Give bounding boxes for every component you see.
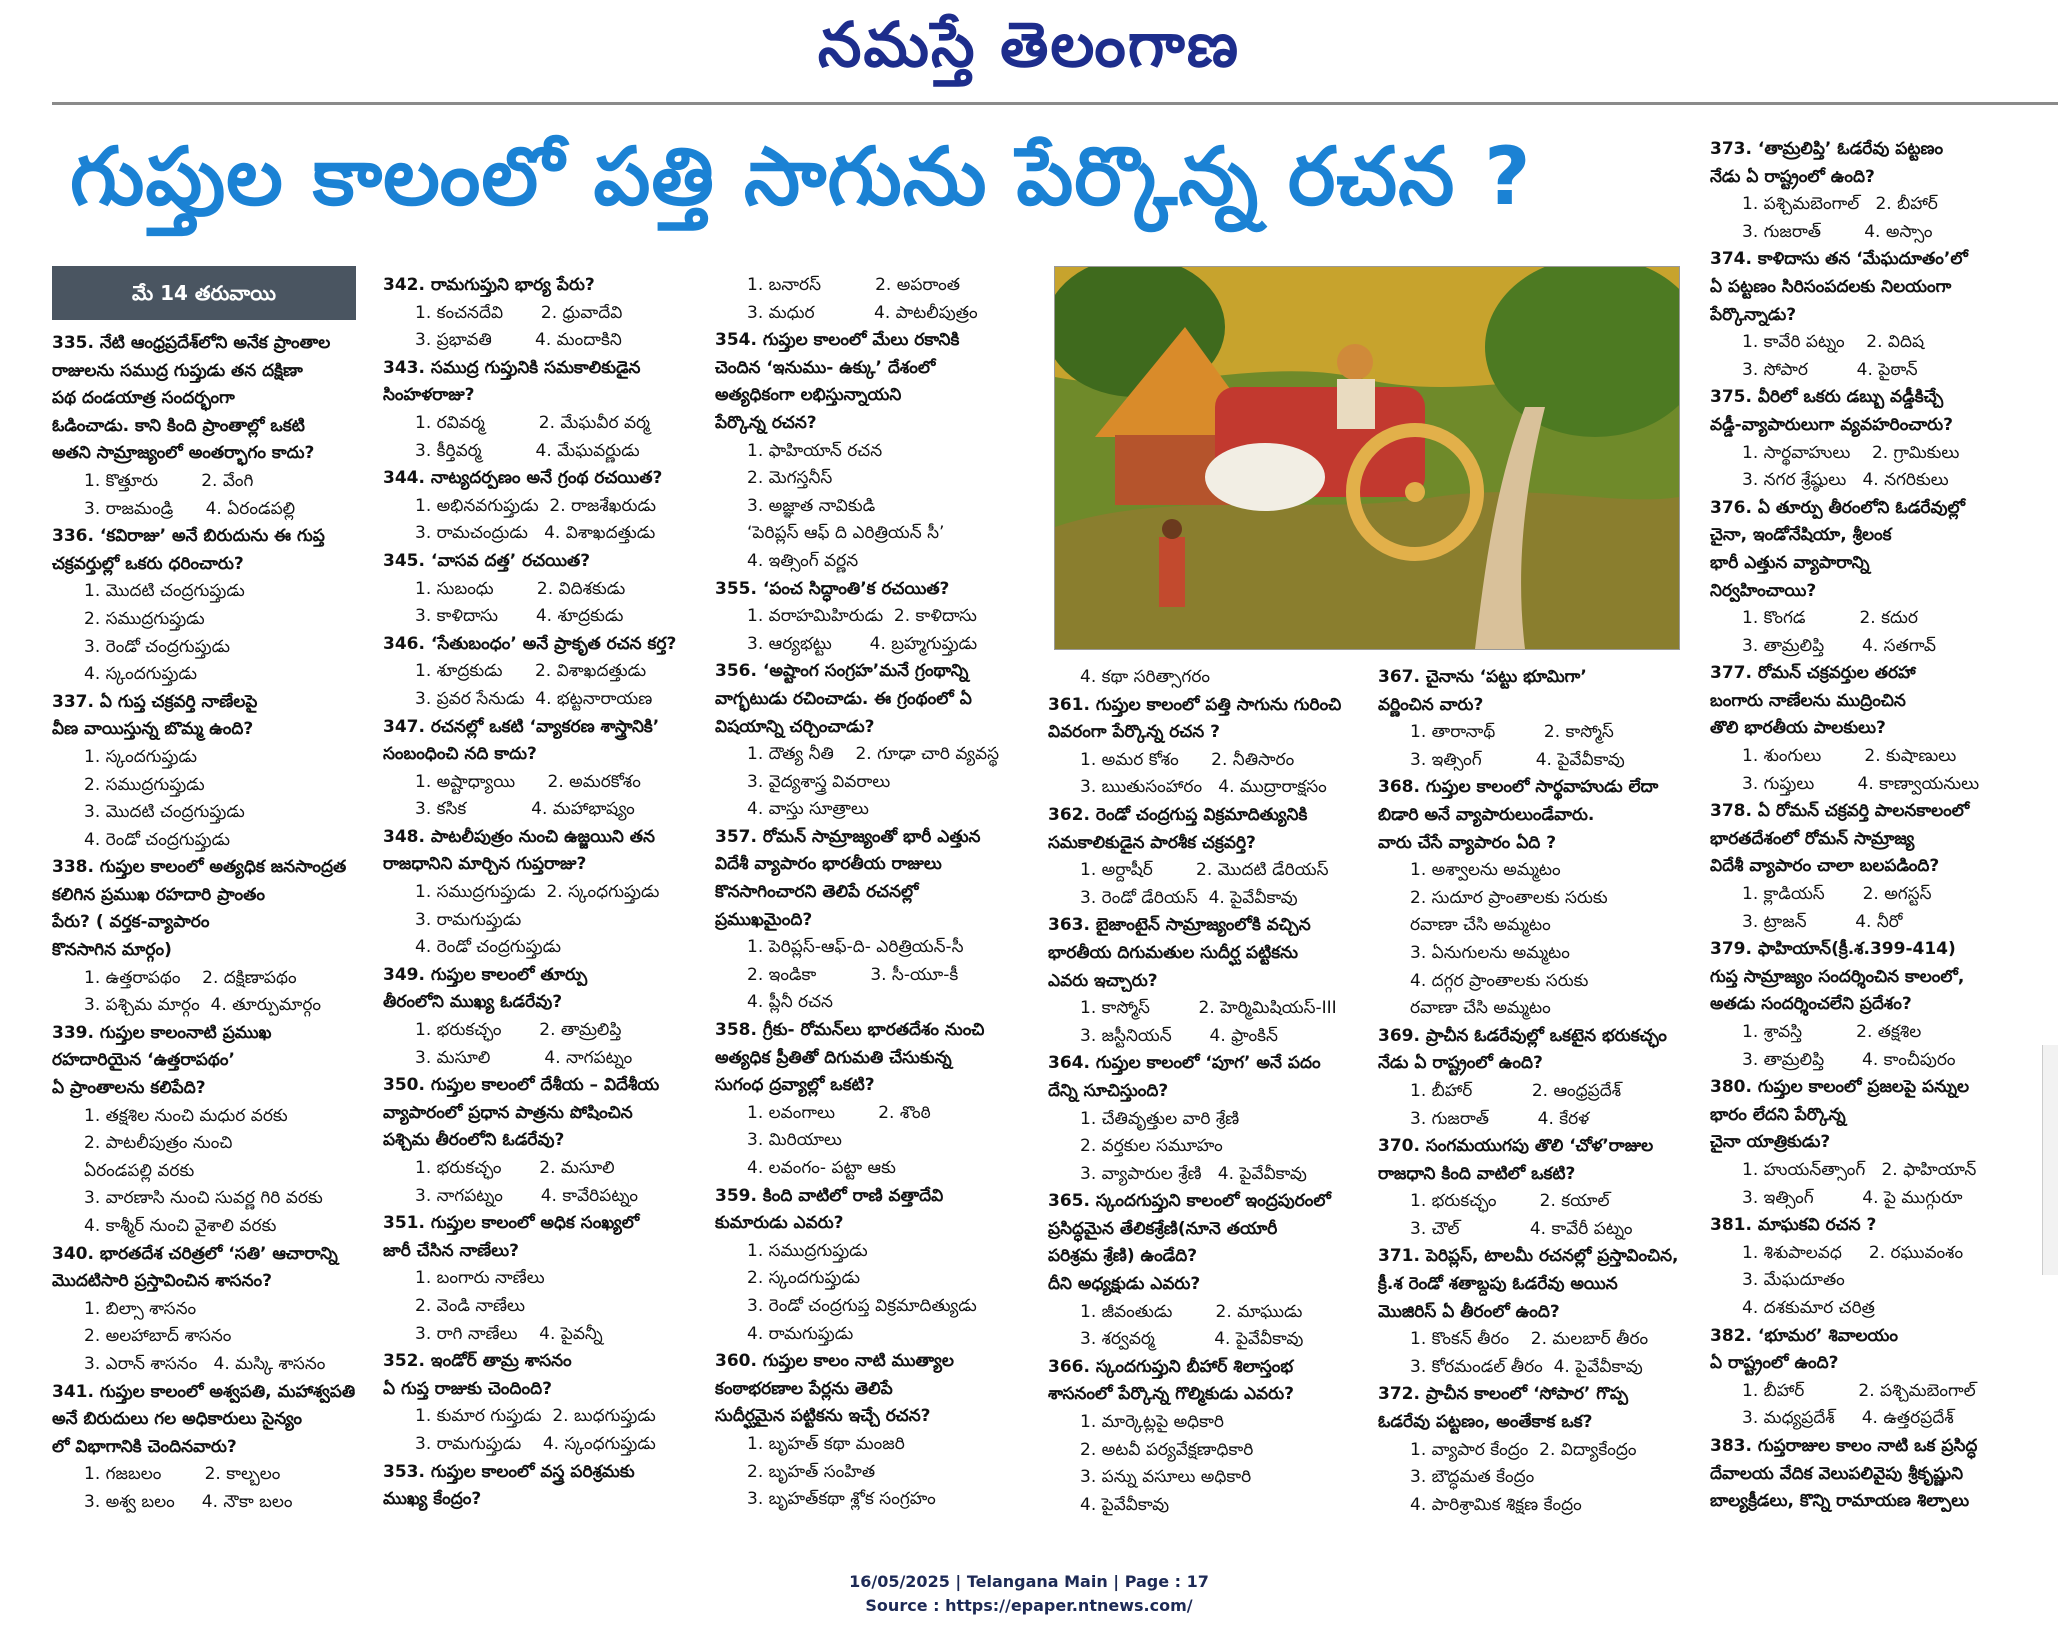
- option-line: 3. ఎరాన్ శాసనం 4. మస్కి శాసనం: [84, 1353, 326, 1374]
- illustration-bullock-cart: [1054, 266, 1680, 650]
- question-line: వీణ వాయిస్తున్న బొమ్మ ఉంది?: [52, 719, 254, 740]
- option-line: 3. రెండో చంద్రగుప్తుడు: [84, 636, 231, 657]
- question-line: ఓడించాడు. కాని కింది ప్రాంతాల్లో ఒకటి: [52, 415, 305, 436]
- question-line: సుగంధ ద్రవ్యాల్లో ఒకటి?: [715, 1075, 875, 1096]
- option-line: 4. రెండో చంద్రగుప్తుడు: [415, 937, 562, 958]
- option-line: 3. ఋతుసంహారం 4. ముద్రారాక్షసం: [1080, 777, 1327, 798]
- option-line: 1. అభినవగుప్తుడు 2. రాజశేఖరుడు: [415, 495, 656, 516]
- question-line: 353. గుప్తుల కాలంలో వస్త్ర పరిశ్రమకు: [383, 1461, 635, 1482]
- question-line: పేరు? ( వర్తక-వ్యాపారం: [52, 912, 210, 933]
- option-line: 4. స్కందగుప్తుడు: [84, 664, 197, 685]
- woman-figure: [1159, 537, 1185, 607]
- option-line: 4. రెండో చంద్రగుప్తుడు: [84, 829, 231, 850]
- option-line: 3. శర్వవర్మ 4. పైవేవీకావు: [1080, 1329, 1304, 1350]
- option-line: 3. తామ్రలిప్తి 4. కాంచీపురం: [1742, 1049, 1956, 1070]
- option-line: 1. బృహత్ కథా మంజరి: [747, 1433, 905, 1454]
- option-line: 2. బృహత్ సంహిత: [747, 1461, 876, 1482]
- cart-wheel-hub: [1405, 482, 1425, 502]
- question-line: 337. ఏ గుప్త చక్రవర్తి నాణేలపై: [52, 691, 258, 712]
- option-line: 1. బిల్సా శాసనం: [84, 1298, 197, 1319]
- option-line: 3. మిరియాలు: [747, 1130, 842, 1151]
- question-column-4: [1048, 664, 1366, 1519]
- option-line: 1. బనారస్ 2. అపరాంత: [747, 275, 960, 295]
- question-line: వాగ్భటుడు రచించాడు. ఈ గ్రంథంలో ఏ: [715, 688, 972, 709]
- option-line: రవాణా చేసి అమ్మటం: [1410, 998, 1551, 1019]
- option-line: 1. తక్షశిల నుంచి మధుర వరకు: [84, 1105, 288, 1126]
- option-line: 1. అర్దాషీర్ 2. మొదటి డేరియస్: [1080, 860, 1329, 881]
- question-line: 368. గుప్తుల కాలంలో సార్థవాహుడు లేదా: [1378, 777, 1659, 798]
- option-line: 2. సముద్రగుప్తుడు: [84, 774, 205, 795]
- option-line: 3. రామగుప్తుడు 4. స్కంధగుప్తుడు: [415, 1433, 656, 1454]
- option-line: 1. దౌత్య నీతి 2. గూఢా చారి వ్యవస్థ: [747, 744, 1000, 765]
- question-line: దేన్ని సూచిస్తుంది?: [1048, 1080, 1169, 1101]
- question-line: 367. చైనాను ‘పట్టు భూమిగా’: [1378, 667, 1587, 687]
- question-line: ప్రసిద్ధమైన తేలికశ్రేణి(నూనె తయారీ: [1048, 1218, 1278, 1239]
- question-line: ముఖ్య కేంద్రం?: [383, 1489, 482, 1510]
- option-line: 3. గుజరాత్ 4. కేరళ: [1410, 1108, 1590, 1129]
- option-line: 3. కోరమండల్ తీరం 4. పైవేవీకావు: [1410, 1356, 1643, 1377]
- option-line: ఏరండపల్లి వరకు: [84, 1160, 195, 1181]
- question-line: 365. స్కందగుప్తుని కాలంలో ఇంద్రపురంలో: [1048, 1191, 1331, 1212]
- question-line: భారతీయ దిగుమతుల సుదీర్ఘ పట్టికను: [1048, 942, 1298, 963]
- option-line: 1. కొంగడ 2. కదుర: [1742, 608, 1918, 629]
- question-line: 372. ప్రాచీన కాలంలో ‘సోపార’ గొప్ప: [1378, 1384, 1629, 1405]
- option-line: 1. సముద్రగుప్తుడు 2. స్కంధగుప్తుడు: [415, 882, 660, 903]
- option-line: 4. వాస్తు సూత్రాలు: [747, 799, 869, 820]
- question-line: 341. గుప్తుల కాలంలో అశ్వపతి, మహాశ్వపతి: [52, 1381, 356, 1402]
- question-line: 371. పెరిప్లస్, టాలమీ రచనల్లో ప్రస్తావించిన,: [1378, 1246, 1679, 1267]
- option-line: 4. కాశ్మీర్ నుంచి వైశాలి వరకు: [84, 1216, 277, 1236]
- option-line: 4. పారిశ్రామిక శిక్షణ కేంద్రం: [1410, 1494, 1582, 1515]
- question-line: అత్యధిక ప్రీతితో దిగుమతి చేసుకున్న: [715, 1047, 952, 1068]
- question-line: 342. రామగుప్తుని భార్య పేరు?: [383, 275, 595, 295]
- question-line: వడ్డీ-వ్యాపారులుగా వ్యవహరించారు?: [1710, 414, 1953, 435]
- option-line: 4. దగ్గర ప్రాంతాలకు సరుకు: [1410, 970, 1589, 991]
- question-line: సమకాలికుడైన పారశీక చక్రవర్తి?: [1048, 832, 1256, 853]
- option-line: 1. ఫాహియాన్ రచన: [747, 440, 883, 461]
- question-line: దేవాలయ వేదిక వెలుపలివైపు శ్రీకృష్ణుని: [1710, 1463, 1964, 1484]
- option-line: 3. ఏనుగులను అమ్మటం: [1410, 942, 1570, 963]
- question-line: ఏ పట్టణం సిరిసంపదలకు నిలయంగా: [1710, 276, 1952, 297]
- question-line: విదేశీ వ్యాపారం భారతీయ రాజులు: [715, 854, 942, 875]
- option-line: 2. ఇండికా 3. సీ-యూ-కీ: [747, 964, 959, 985]
- option-line: 1. కావేరి పట్నం 2. విదిష: [1742, 332, 1925, 353]
- question-line: వివరంగా పేర్కొన్న రచన ?: [1048, 722, 1221, 743]
- option-line: 1. స్కందగుప్తుడు: [84, 746, 197, 767]
- option-line: 1. ఉత్తరాపథం 2. దక్షిణాపథం: [84, 967, 297, 988]
- option-line: 1. అశ్వాలను అమ్మటం: [1410, 860, 1561, 881]
- question-line: కంఠాభరణాల పేర్లను తెలిపే: [715, 1378, 893, 1399]
- question-line: 361. గుప్తుల కాలంలో పత్తి సాగును గురించి: [1048, 694, 1342, 715]
- question-line: కలిగిన ప్రముఖ రహదారి ప్రాంతం: [52, 884, 265, 905]
- option-line: 1. పెరిప్లస్-ఆఫ్-ది- ఎరిత్రియన్-సీ: [747, 937, 964, 958]
- option-line: 3. నగర శ్రేష్ఠులు 4. నగరికులు: [1742, 470, 1949, 491]
- option-line: 3. రెండో డేరియస్ 4. పైవేవీకావు: [1080, 887, 1298, 908]
- option-line: 1. చేతివృత్తుల వారి శ్రేణి: [1080, 1108, 1240, 1129]
- question-line: వర్ణించిన వారు?: [1378, 694, 1484, 715]
- option-line: 3. కీర్తివర్మ 4. మేఘవర్ణుడు: [415, 440, 640, 461]
- option-line: 3. మేఘదూతం: [1742, 1270, 1845, 1291]
- option-line: 3. రాగి నాణేలు 4. పైవన్నీ: [415, 1323, 603, 1344]
- question-line: చైనా, ఇండోనేషియా, శ్రీలంక: [1710, 525, 1892, 546]
- option-line: 2. స్కందగుప్తుడు: [747, 1268, 860, 1289]
- question-line: చక్రవర్తుల్లో ఒకరు ధరించారు?: [52, 553, 244, 574]
- option-line: 1. క్లాడియస్ 2. అగస్టస్: [1742, 884, 1932, 905]
- question-line: 354. గుప్తుల కాలంలో మేలు రకానికి: [715, 330, 960, 351]
- option-line: 3. ఆర్యభట్టు 4. బ్రహ్మగుప్తుడు: [747, 633, 978, 654]
- question-line: అత్యధికంగా లభిస్తున్నాయని: [715, 385, 902, 406]
- option-line: 1. గజబలం 2. కాల్బలం: [84, 1464, 281, 1485]
- option-line: 3. జస్టీనియన్ 4. ఫ్రాంకిన్: [1080, 1025, 1278, 1046]
- question-line: రాజధాని కింది వాటిలో ఒకటి?: [1378, 1163, 1576, 1184]
- option-line: 3. మధ్యప్రదేశ్ 4. ఉత్తరప్రదేశ్: [1742, 1408, 1954, 1429]
- option-line: 4. లవంగం- పట్టా ఆకు: [747, 1158, 896, 1178]
- question-line: చైనా యాత్రికుడు?: [1710, 1132, 1831, 1153]
- question-line: 377. రోమన్ చక్రవర్తుల తరహా: [1710, 663, 1916, 684]
- question-line: శాసనంలో పేర్కొన్న గొల్మికుడు ఎవరు?: [1048, 1384, 1294, 1405]
- question-column-6: [1710, 136, 2040, 1516]
- option-line: 3. సోపార 4. పైఠాన్: [1742, 359, 1918, 380]
- option-line: 1. వ్యాపార కేంద్రం 2. విద్యాకేంద్రం: [1410, 1439, 1637, 1460]
- question-line: వారు చేసే వ్యాపారం ఏది ?: [1378, 832, 1557, 853]
- question-line: 378. ఏ రోమన్ చక్రవర్తి పాలనకాలంలో: [1710, 801, 1970, 822]
- question-line: 336. ‘కవిరాజు’ అనే బిరుదును ఈ గుప్త: [52, 526, 325, 547]
- question-line: 351. గుప్తుల కాలంలో అధిక సంఖ్యలో: [383, 1213, 640, 1234]
- option-line: 3. గుజరాత్ 4. అస్సాం: [1742, 221, 1933, 242]
- question-line: 346. ‘సేతుబంధం’ అనే ప్రాకృత రచన కర్త?: [383, 633, 677, 654]
- option-line: 2. అటవీ పర్యవేక్షణాధికారి: [1080, 1439, 1254, 1460]
- question-line: 375. వీరిలో ఒకరు డబ్బు వడ్డీకిచ్చే: [1710, 387, 1944, 408]
- question-line: తొలి భారతీయ పాలకులు?: [1710, 718, 1886, 739]
- question-line: అతడు సందర్శించలేని ప్రదేశం?: [1710, 994, 1912, 1015]
- woman-head: [1162, 519, 1182, 539]
- footer-source: Source : https://epaper.ntnews.com/: [865, 1596, 1193, 1615]
- option-line: 3. రాజమండ్రి 4. ఏరండపల్లి: [84, 498, 296, 519]
- option-line: 4. పైవేవీకావు: [1080, 1494, 1170, 1515]
- masthead-logo: నమస్తే తెలంగాణ: [817, 8, 1241, 81]
- question-line: జారీ చేసిన నాణేలు?: [383, 1240, 519, 1261]
- question-column-3: [715, 272, 1037, 1514]
- option-line: 3. మధుర 4. పాటలీపుత్రం: [747, 302, 978, 323]
- question-line: 338. గుప్తుల కాలంలో అత్యధిక జనసాంద్రత: [52, 857, 347, 878]
- option-line: 2. పాటలీపుత్రం నుంచి: [84, 1133, 233, 1154]
- option-line: 3. తామ్రలిప్తి 4. సతగావ్: [1742, 635, 1936, 656]
- question-line: రాజులను సముద్ర గుప్తుడు తన దక్షిణా: [52, 360, 303, 381]
- option-line: 4. ఇత్సింగ్ వర్ణన: [747, 550, 859, 571]
- option-line: 1. మొదటి చంద్రగుప్తుడు: [84, 581, 245, 602]
- option-line: 3. వ్యాపారుల శ్రేణి 4. పైవేవీకావు: [1080, 1163, 1307, 1184]
- question-line: 352. ఇండోర్ తామ్ర శాసనం: [383, 1351, 572, 1372]
- option-line: రవాణా చేసి అమ్మటం: [1410, 915, 1551, 936]
- option-line: 3. మసూలి 4. నాగపట్నం: [415, 1047, 633, 1068]
- question-line: పథ దండయాత్ర సందర్భంగా: [52, 388, 235, 409]
- question-line: కొనసాగిన మార్గం): [52, 940, 172, 961]
- option-line: 1. కాస్మోస్ 2. హెర్మిమిషియస్-III: [1080, 998, 1337, 1019]
- question-line: వ్యాపారంలో ప్రధాన పాత్రను పోషించిన: [383, 1102, 633, 1123]
- question-line: ఎవరు ఇచ్చారు?: [1048, 970, 1158, 991]
- question-line: 369. ప్రాచీన ఓడరేవుల్లో ఒకటైన భరుకచ్ఛం: [1378, 1025, 1667, 1046]
- option-line: 4. కథా సరిత్సాగరం: [1080, 667, 1211, 687]
- question-line: రహదారియైన ‘ఉత్తరాపథం’: [52, 1050, 235, 1071]
- question-line: నేడు ఏ రాష్ట్రంలో ఉంది?: [1378, 1053, 1543, 1074]
- farmer-head: [1337, 344, 1373, 380]
- question-line: భారతదేశంలో రోమన్ సామ్రాజ్య: [1710, 828, 1915, 849]
- option-line: 2. అలహాబాద్ శాసనం: [84, 1326, 232, 1347]
- option-line: 4. రామగుప్తుడు: [747, 1323, 854, 1344]
- option-line: 1. హుయన్‌త్సాంగ్ 2. ఫాహియాన్: [1742, 1159, 1977, 1180]
- question-line: 360. గుప్తుల కాలం నాటి ముత్యాల: [715, 1351, 954, 1372]
- option-line: 3. చౌల్ 4. కావేరీ పట్నం: [1410, 1218, 1633, 1239]
- option-line: 3. కాళిదాసు 4. శూద్రకుడు: [415, 606, 624, 627]
- question-line: మొజిరిస్ ఏ తీరంలో ఉంది?: [1378, 1301, 1560, 1322]
- option-line: 1. వరాహమిహిరుడు 2. కాళిదాసు: [747, 606, 977, 627]
- option-line: 1. శ్రావస్తి 2. తక్షశిల: [1742, 1022, 1922, 1042]
- option-line: 3. ప్రవర సేనుడు 4. భట్టనారాయణ: [415, 688, 653, 709]
- option-line: 1. జీవంతుడు 2. మాఘుడు: [1080, 1301, 1303, 1322]
- question-line: ఏ రాష్ట్రంలో ఉంది?: [1710, 1353, 1839, 1374]
- question-line: 356. ‘అష్టాంగ సంగ్రహ’మనే గ్రంథాన్ని: [715, 661, 969, 682]
- option-line: 3. పన్ను వసూలు అధికారి: [1080, 1467, 1252, 1488]
- question-line: 383. గుప్తరాజుల కాలం నాటి ఒక ప్రసిద్ధ: [1710, 1435, 1978, 1456]
- question-column-2: [383, 272, 705, 1514]
- question-line: 366. స్కందగుప్తుని బీహార్ శిలాస్తంభ: [1048, 1356, 1294, 1377]
- option-line: 1. కొంకన్ తీరం 2. మలబార్ తీరం: [1410, 1329, 1649, 1350]
- question-line: బిడారి అనే వ్యాపారులుండేవారు.: [1378, 804, 1595, 825]
- question-line: 347. రచనల్లో ఒకటి ‘వ్యాకరణ శాస్త్రానికి’: [383, 716, 660, 737]
- question-line: 335. నేటి ఆంధ్రప్రదేశ్‌లోని అనేక ప్రాంతాల: [52, 333, 331, 353]
- option-line: 1. భరుకచ్ఛం 2. మసూలి: [415, 1158, 615, 1178]
- question-line: 359. కింది వాటిలో రాణి వత్తాదేవి: [715, 1185, 944, 1206]
- option-line: 1. లవంగాలు 2. శొంఠి: [747, 1102, 931, 1123]
- option-line: 3. అశ్వ బలం 4. నౌకా బలం: [84, 1491, 293, 1512]
- question-line: 362. రెండో చంద్రగుప్త విక్రమాదిత్యునికి: [1048, 804, 1308, 825]
- option-line: 1. కంచనదేవి 2. ధ్రువాదేవి: [415, 302, 623, 323]
- option-line: 2. వర్తకుల సమూహం: [1080, 1136, 1223, 1157]
- bullock: [1205, 443, 1325, 511]
- question-line: 357. రోమన్ సామ్రాజ్యంతో భారీ ఎత్తున: [715, 826, 981, 847]
- option-line: 1. అమర కోశం 2. నీతిసారం: [1080, 749, 1295, 770]
- option-line: 3. మొదటి చంద్రగుప్తుడు: [84, 802, 245, 823]
- option-line: 1. కుమార గుప్తుడు 2. బుధగుప్తుడు: [415, 1406, 656, 1427]
- masthead-divider: [52, 102, 2058, 105]
- question-line: లో విభాగానికి చెందినవారు?: [52, 1436, 237, 1457]
- question-line: 380. గుప్తుల కాలంలో ప్రజలపై పన్నుల: [1710, 1077, 1970, 1098]
- option-line: 3. బౌద్ధమత కేంద్రం: [1410, 1467, 1535, 1488]
- option-line: 1. బీహార్ 2. ఆంధ్రప్రదేశ్: [1410, 1080, 1622, 1101]
- option-line: 3. పశ్చిమ మార్గం 4. తూర్పుమార్గం: [84, 995, 322, 1016]
- option-line: 3. వైద్యశాస్త్ర వివరాలు: [747, 771, 891, 792]
- question-line: 344. నాట్యదర్పణం అనే గ్రంథ రచయిత?: [383, 468, 663, 489]
- question-line: ఏ ప్రాంతాలను కలిపేది?: [52, 1078, 206, 1099]
- option-line: 3. బృహత్‌కథా శ్లోక సంగ్రహం: [747, 1489, 936, 1510]
- question-line: విదేశీ వ్యాపారం చాలా బలపడింది?: [1710, 856, 1940, 877]
- question-line: కొనసాగించారని తెలిపే రచనల్లో: [715, 882, 919, 903]
- question-line: క్రీ.శ రెండో శతాబ్దపు ఓడరేవు అయిన: [1378, 1274, 1618, 1295]
- question-line: 348. పాటలీపుత్రం నుంచి ఉజ్జయిని తన: [383, 826, 655, 847]
- option-line: 4. దశకుమార చరిత్ర: [1742, 1297, 1875, 1318]
- question-line: భారం లేదని పేర్కొన్న: [1710, 1104, 1846, 1125]
- option-line: 1. సార్థవాహులు 2. గ్రామికులు: [1742, 442, 1960, 463]
- option-line: 1. అష్టాధ్యాయి 2. అమరకోశం: [415, 771, 641, 792]
- question-line: 343. సముద్ర గుప్తునికి సమకాలికుడైన: [383, 357, 641, 378]
- question-line: నిర్వహించాయి?: [1710, 580, 1817, 601]
- question-line: 350. గుప్తుల కాలంలో దేశీయ – విదేశీయ: [383, 1075, 660, 1096]
- question-line: 370. సంగమయుగపు తొలి ‘చోళ’రాజుల: [1378, 1136, 1654, 1157]
- illustration-ground: [1055, 492, 1679, 649]
- question-line: ఏ గుప్త రాజుకు చెందింది?: [383, 1378, 553, 1399]
- option-line: 3. ఇత్సింగ్ 4. పైవేవీకావు: [1410, 749, 1625, 770]
- question-line: బాల్యక్రీడలు, కొన్ని రామాయణ శిల్పాలు: [1710, 1491, 1970, 1512]
- question-line: పేర్కొన్నాడు?: [1710, 304, 1797, 325]
- option-line: 1. మార్కెట్లపై అధికారి: [1080, 1412, 1225, 1433]
- question-line: 355. ‘పంచ సిద్ధాంతి’క రచయిత?: [715, 578, 950, 599]
- option-line: ‘పెరిప్లస్ ఆఫ్ ది ఎరిత్రియన్ సీ’: [747, 523, 945, 544]
- page-headline: గుప్తుల కాలంలో పత్తి సాగును పేర్కొన్న రచన ?: [70, 130, 1532, 223]
- option-line: 1. శూద్రకుడు 2. విశాఖదత్తుడు: [415, 661, 647, 682]
- question-line: 376. ఏ తూర్పు తీరంలోని ఓడరేవుల్లో: [1710, 497, 1965, 518]
- question-line: పశ్చిమ తీరంలోని ఓడరేవు?: [383, 1130, 565, 1151]
- question-line: 345. ‘వాసవ దత్త’ రచయిత?: [383, 550, 591, 571]
- question-line: సింహళరాజు?: [383, 385, 475, 406]
- option-line: 2. సముద్రగుప్తుడు: [84, 608, 205, 629]
- question-line: అనే బిరుదులు గల అధికారులు సైన్యం: [52, 1409, 303, 1430]
- question-line: భారీ ఎత్తున వ్యాపారాన్ని: [1710, 552, 1870, 573]
- option-line: 3. ట్రాజన్ 4. నీరో: [1742, 911, 1903, 932]
- question-line: 374. కాళిదాసు తన ‘మేఘదూతం’లో: [1710, 249, 1968, 270]
- option-line: 1. భరుకచ్ఛం 2. కయాల్: [1410, 1191, 1610, 1212]
- question-line: సుదీర్ఘమైన పట్టికను ఇచ్చే రచన?: [715, 1406, 931, 1427]
- option-line: 1. సముద్రగుప్తుడు: [747, 1240, 868, 1261]
- option-line: 1. తారానాథ్ 2. కాస్మోస్: [1410, 722, 1614, 743]
- question-line: నేడు ఏ రాష్ట్రంలో ఉంది?: [1710, 166, 1875, 187]
- question-line: సంబంధించి నది కాదు?: [383, 744, 537, 765]
- option-line: 3. వారణాసి నుంచి సువర్ణ గిరి వరకు: [84, 1188, 323, 1209]
- option-line: 2. సుదూర ప్రాంతాలకు సరుకు: [1410, 887, 1608, 908]
- question-line: 379. ఫాహియాన్(క్రీ.శ.399-414): [1710, 939, 1956, 960]
- question-line: చెందిన ‘ఇనుము- ఉక్కు’ దేశంలో: [715, 357, 936, 378]
- option-line: 3. గుప్తులు 4. కాణ్వాయనులు: [1742, 773, 1980, 794]
- option-line: 1. భరుకచ్ఛం 2. తామ్రలిప్తి: [415, 1020, 622, 1041]
- question-line: 339. గుప్తుల కాలంనాటి ప్రముఖ: [52, 1022, 272, 1043]
- option-line: 3. రామచంద్రుడు 4. విశాఖదత్తుడు: [415, 523, 656, 544]
- option-line: 3. రామగుప్తుడు: [415, 909, 522, 930]
- question-line: గుప్త సామ్రాజ్యం సందర్శించిన కాలంలో,: [1710, 966, 1965, 987]
- farmer-body: [1337, 379, 1375, 429]
- question-line: రాజధానిని మార్చిన గుప్తరాజు?: [383, 854, 587, 875]
- question-line: పరిశ్రమ శ్రేణి) ఉండేది?: [1048, 1246, 1198, 1267]
- question-line: 349. గుప్తుల కాలంలో తూర్పు: [383, 964, 588, 985]
- option-line: 1. రవివర్మ 2. మేఘవీర వర్మ: [415, 412, 650, 433]
- question-line: విషయాన్ని చర్చించాడు?: [715, 716, 875, 737]
- footer-date-page: 16/05/2025 | Telangana Main | Page : 17: [849, 1572, 1209, 1591]
- section-tag: మే 14 తరువాయి: [52, 266, 356, 320]
- option-line: 3. ప్రభావతి 4. మందాకిని: [415, 330, 622, 351]
- page-edge-strip: [2042, 1045, 2058, 1275]
- option-line: 1. సుబంధు 2. విదిశకుడు: [415, 578, 626, 599]
- option-line: 1. పశ్చిమబెంగాల్ 2. బీహార్: [1742, 194, 1938, 215]
- question-line: మొదటిసారి ప్రస్తావించిన శాసనం?: [52, 1271, 273, 1292]
- question-line: పేర్కొన్న రచన?: [715, 412, 817, 433]
- question-column-1: [52, 330, 374, 1517]
- question-line: 381. మాఘకవి రచన ?: [1710, 1215, 1877, 1236]
- question-line: 373. ‘తామ్రలిప్తి’ ఓడరేవు పట్టణం: [1710, 139, 1944, 159]
- option-line: 1. కొత్తూరు 2. వేంగి: [84, 470, 254, 491]
- question-line: ఓడరేవు పట్టణం, అంతేకాక ఒక?: [1378, 1412, 1593, 1433]
- question-line: 364. గుప్తుల కాలంలో ‘పూగ’ అనే పదం: [1048, 1053, 1321, 1074]
- option-line: 3. నాగపట్నం 4. కావేరిపట్నం: [415, 1185, 638, 1206]
- question-line: 382. ‘భూమర’ శివాలయం: [1710, 1325, 1899, 1346]
- question-line: అతని సామ్రాజ్యంలో అంతర్భాగం కాదు?: [52, 443, 315, 464]
- option-line: 3. రెండో చంద్రగుప్త విక్రమాదిత్యుడు: [747, 1295, 977, 1316]
- option-line: 2. మెగస్తనీస్: [747, 468, 833, 489]
- option-line: 1. శిశుపాలవధ 2. రఘువంశం: [1742, 1242, 1964, 1263]
- question-line: 363. బైజాంటైన్ సామ్రాజ్యంలోకి వచ్చిన: [1048, 915, 1311, 936]
- question-line: బంగారు నాణేలను ముద్రించిన: [1710, 690, 1906, 711]
- question-line: కుమారుడు ఎవరు?: [715, 1213, 844, 1234]
- option-line: 4. ప్లీనీ రచన: [747, 992, 833, 1013]
- question-line: దీని అధ్యక్షుడు ఎవరు?: [1048, 1274, 1201, 1295]
- option-line: 1. బీహార్ 2. పశ్చిమబెంగాల్: [1742, 1380, 1976, 1401]
- option-line: 3. కసిక 4. మహాభాష్యం: [415, 799, 635, 820]
- option-line: 1. బంగారు నాణేలు: [415, 1268, 545, 1289]
- option-line: 1. శుంగులు 2. కుషాణులు: [1742, 746, 1957, 767]
- question-line: తీరంలోని ముఖ్య ఓడరేవు?: [383, 992, 563, 1013]
- option-line: 3. అజ్ఞాత నావికుడి: [747, 495, 876, 516]
- question-line: ప్రముఖమైంది?: [715, 909, 813, 930]
- question-line: 340. భారతదేశ చరిత్రలో ‘సతి’ ఆచారాన్ని: [52, 1243, 338, 1264]
- question-line: 358. గ్రీకు- రోమన్‌లు భారతదేశం నుంచి: [715, 1020, 985, 1041]
- option-line: 2. వెండి నాణేలు: [415, 1295, 525, 1316]
- option-line: 3. ఇత్సింగ్ 4. పై ముగ్గురూ: [1742, 1187, 1963, 1208]
- question-column-5: [1378, 664, 1698, 1519]
